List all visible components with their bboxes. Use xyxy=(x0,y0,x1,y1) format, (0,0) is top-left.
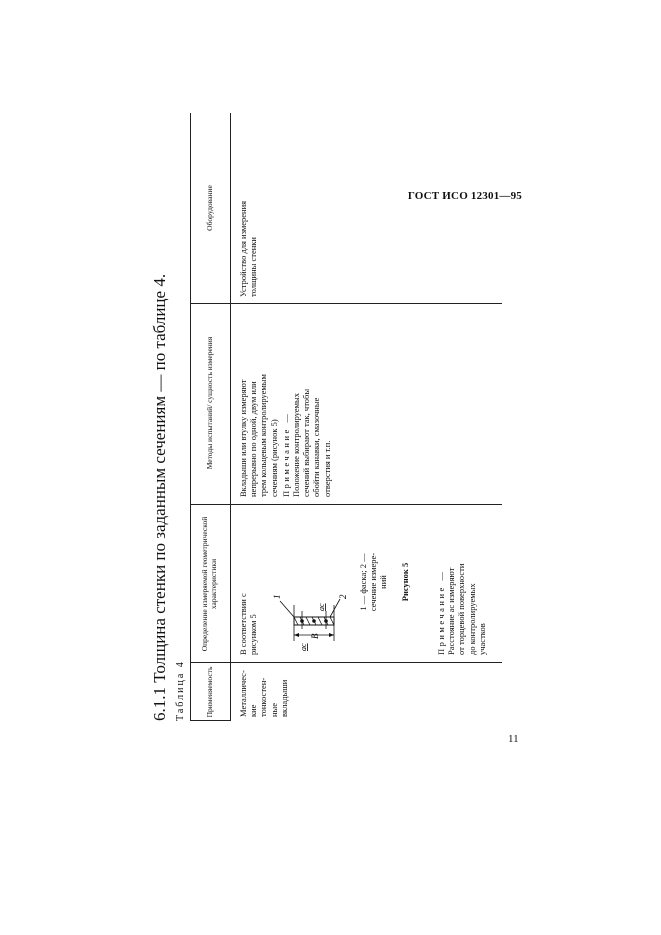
method-cell xyxy=(238,307,332,497)
standard-code: ГОСТ ИСО 12301—95 xyxy=(407,190,522,202)
dimension-arrow xyxy=(294,633,299,637)
label-ac-right: ac xyxy=(317,603,326,611)
figure-5-drawing xyxy=(264,567,352,651)
equipment-line: Устройство для измерения xyxy=(238,200,248,297)
col-header-method: Методы испытаний/ сущность измерения xyxy=(204,336,214,470)
col-divider-2 xyxy=(190,504,502,505)
method-line: Вкладыши или втулку измеряют xyxy=(238,379,248,497)
col-divider-1 xyxy=(190,662,502,663)
method-note-title: Примечание — xyxy=(280,411,291,497)
col-divider-3 xyxy=(190,303,502,304)
definition-note-title: Примечание — xyxy=(436,569,446,655)
method-note-line: сечений выбирают так, чтобы xyxy=(301,388,312,497)
definition-note-line: Расстояние ac измеряют xyxy=(446,567,457,655)
definition-note-line: до контролируемых xyxy=(466,583,477,655)
definition-intro-line: рисунком 5 xyxy=(248,614,259,655)
applicability-cell xyxy=(238,665,289,717)
dimension-b-label: B xyxy=(310,633,320,639)
definition-intro-line: В соответствии с xyxy=(238,593,248,655)
measurement-point xyxy=(324,619,328,623)
figure-caption: Рисунок 5 xyxy=(400,562,410,602)
legend-line: сечение измере- xyxy=(368,552,379,612)
section-title: 6.1.1 Толщина стенки по заданным сечениям — по таблице 4. xyxy=(150,273,169,721)
measurement-point xyxy=(312,619,316,623)
figure-legend xyxy=(358,509,389,655)
label-1: 1 xyxy=(272,594,282,599)
method-note-line: отверстия и т.п. xyxy=(321,440,332,497)
definition-note xyxy=(436,509,487,655)
method-note-line: обойти канавки, смазочные xyxy=(311,397,322,497)
leader-line-2 xyxy=(330,599,340,617)
col-header-definition: Определение измеряемой геометрической характеристики xyxy=(200,516,218,652)
legend-line: ний xyxy=(378,575,389,589)
method-line: непрерывно по одной, двум или xyxy=(248,381,259,497)
equipment-line: толщины стенки xyxy=(248,237,259,297)
definition-note-line: участков xyxy=(476,623,487,655)
method-line: сечениям (рисунок 5) xyxy=(268,419,279,497)
table-4 xyxy=(190,113,502,721)
label-ac-left: ac xyxy=(299,643,308,651)
equipment-cell xyxy=(238,117,258,297)
legend-line: 1 — фаска; 2 — xyxy=(358,553,368,611)
measurement-point xyxy=(300,619,304,623)
applicability-line: ные вкладыши xyxy=(268,679,289,717)
dimension-arrow xyxy=(329,633,334,637)
table-header-rule xyxy=(230,113,231,721)
col-header-applicability: Применяемость xyxy=(204,666,214,718)
definition-intro xyxy=(238,509,258,655)
method-note-line: Положение контролируемых xyxy=(290,393,301,497)
page-number: 11 xyxy=(508,733,519,745)
rotated-page-content xyxy=(142,71,502,771)
applicability-line: Металличес- xyxy=(238,670,248,717)
method-line: трем кольцевым контролируемым xyxy=(258,374,269,497)
applicability-line: кие тонкостен- xyxy=(248,677,269,717)
leader-line-1 xyxy=(280,601,294,617)
definition-note-line: от торцевой поверхности xyxy=(456,563,467,655)
table-label: Таблица 4 xyxy=(175,660,186,721)
col-header-equipment: Оборудование xyxy=(204,185,214,231)
label-2: 2 xyxy=(338,594,348,599)
